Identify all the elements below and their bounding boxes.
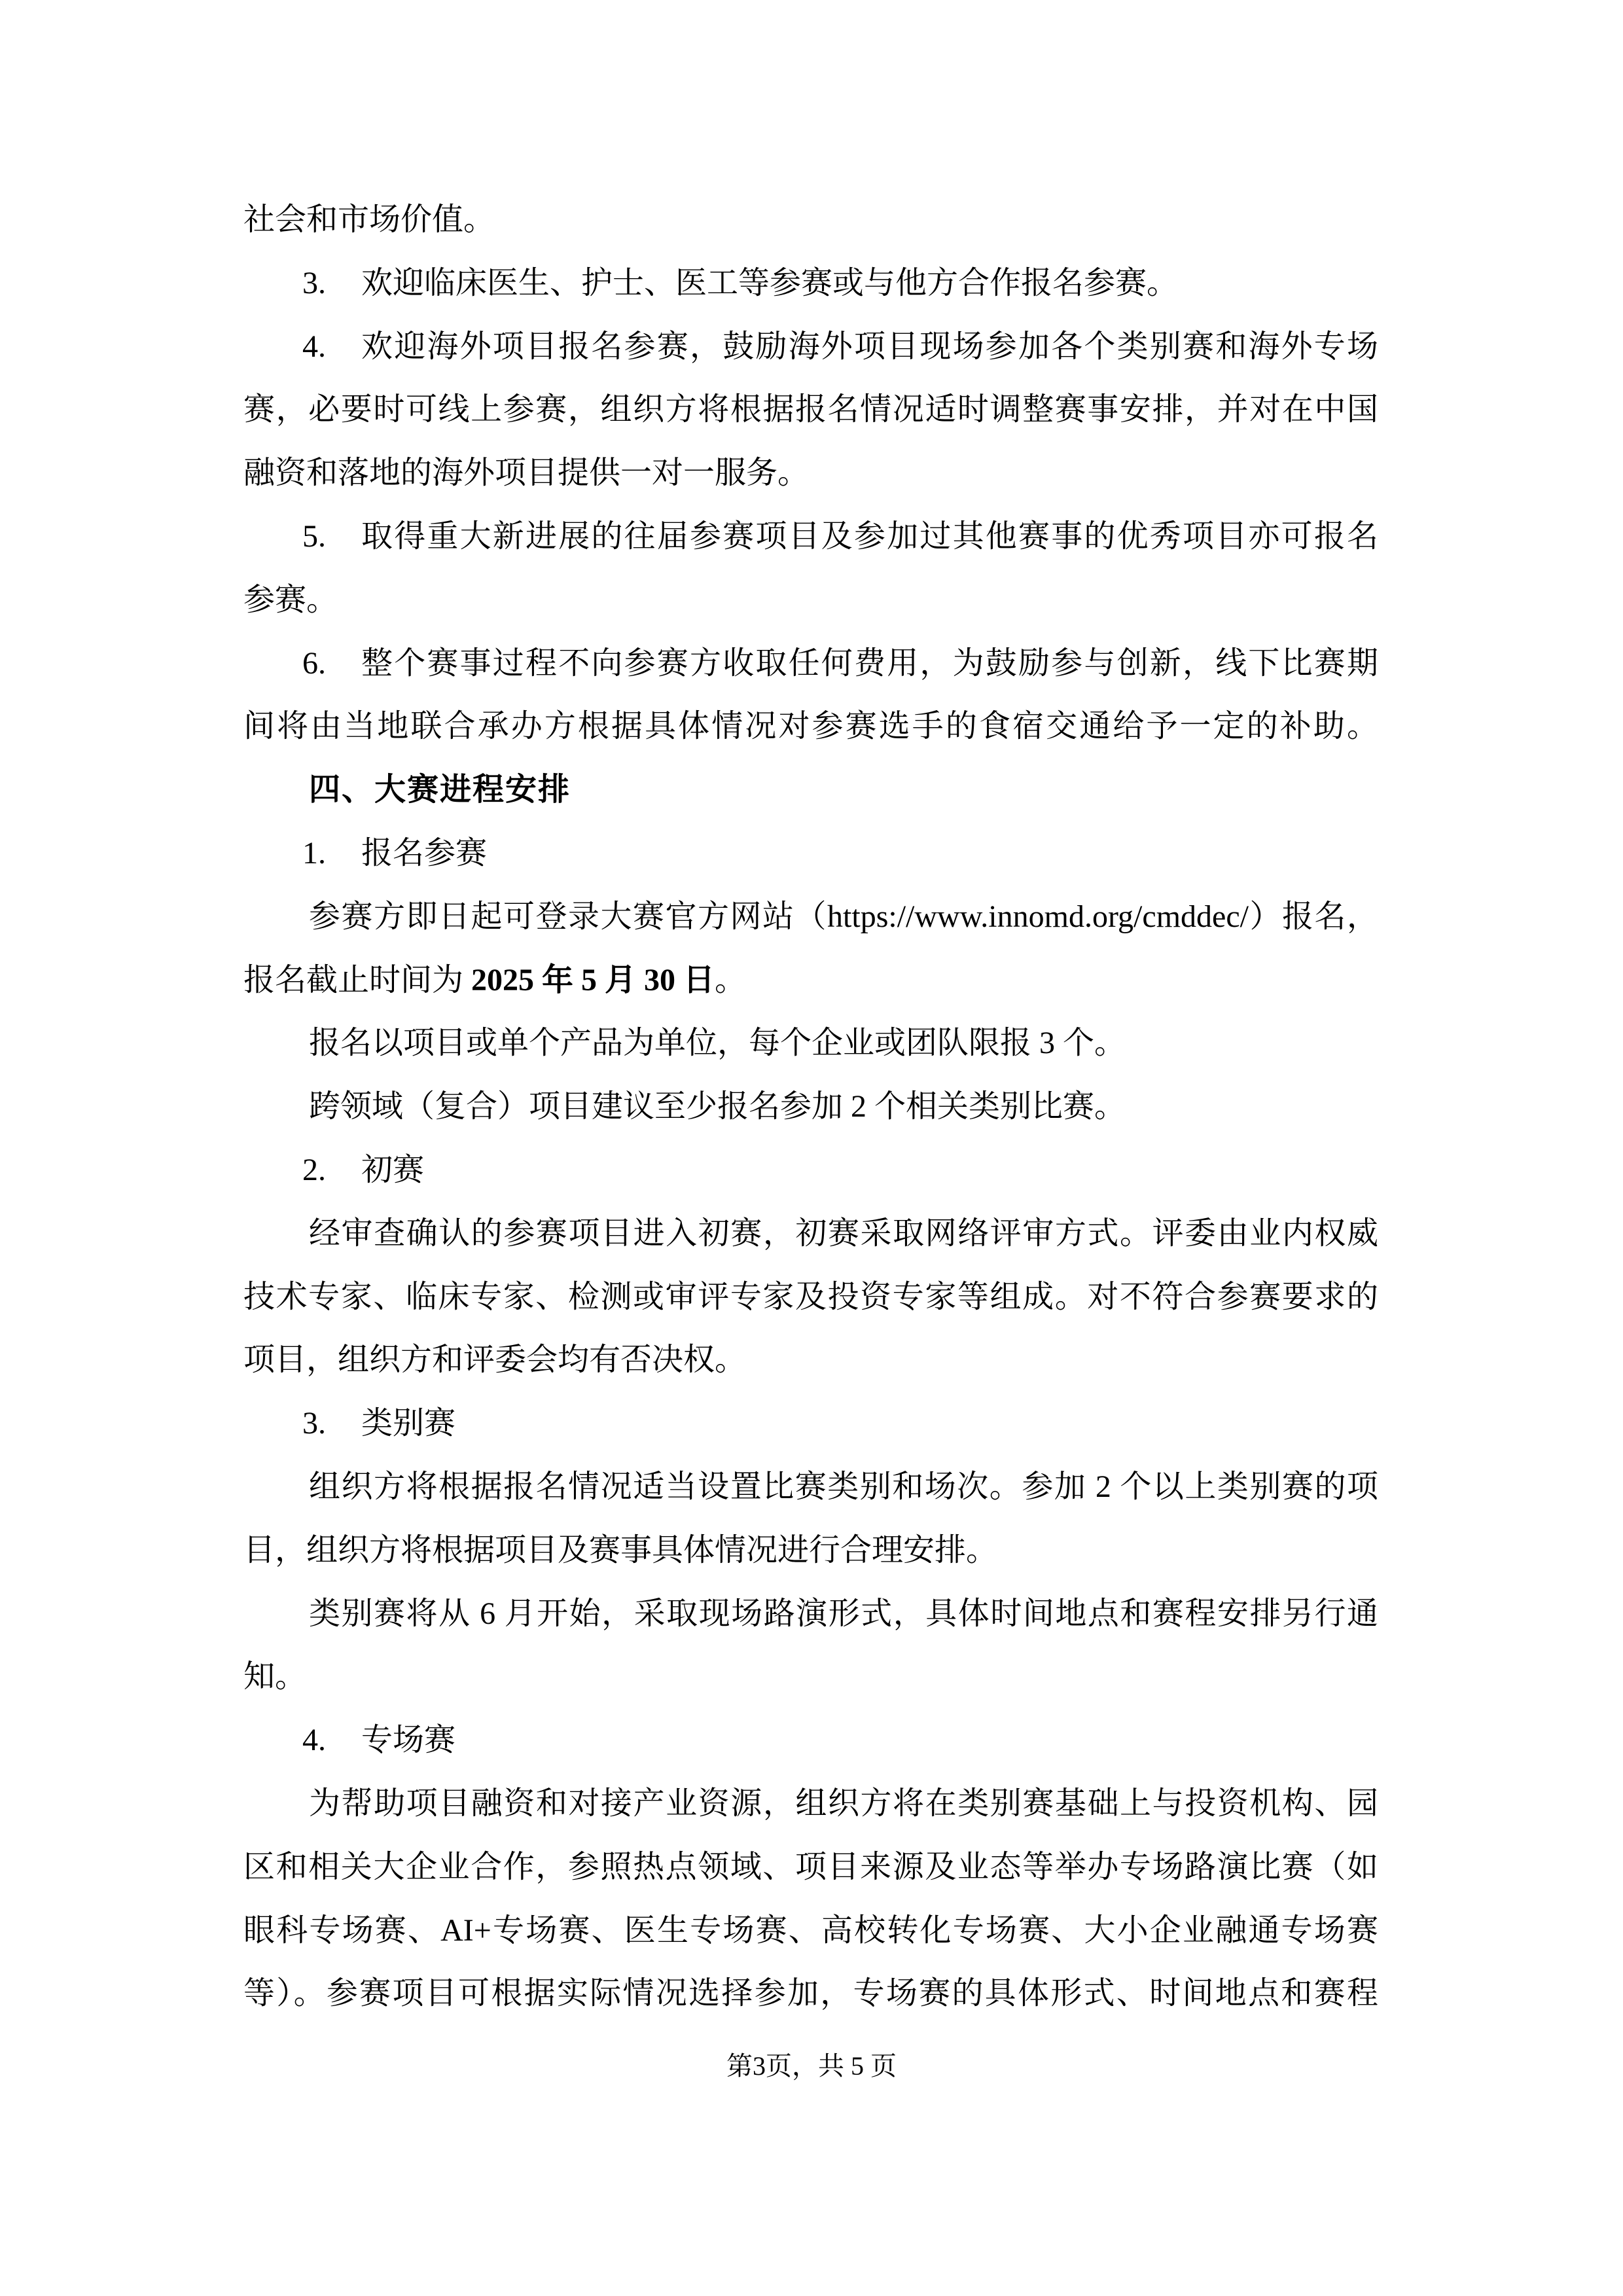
body-text: 。: [715, 962, 747, 997]
text-line: [243, 442, 1378, 505]
text-line: [243, 886, 1378, 949]
body-text: 初赛: [361, 1152, 425, 1187]
text-line: [243, 1329, 1378, 1392]
body-text: 报名截止时间为: [243, 962, 472, 997]
text-block: [243, 188, 1378, 2026]
section-heading: [243, 759, 1378, 822]
emphasized-text: 2025 年 5 月 30 日: [471, 962, 715, 997]
emphasized-text: 四、大赛进程安排: [309, 772, 571, 808]
list-number: 4.: [302, 1723, 326, 1758]
text-line: [243, 1456, 1378, 1519]
body-text: 区和相关大企业合作，参照热点领域、项目来源及业态等举办专场路演比赛（如: [243, 1849, 1378, 1884]
body-text: 间将由当地联合承办方根据具体情况对参赛选手的食宿交通给予一定的补助。: [243, 709, 1378, 744]
body-text: 目，组织方将根据项目及赛事具体情况进行合理安排。: [243, 1532, 998, 1568]
text-line: [243, 949, 1378, 1013]
body-text: 整个赛事过程不向参赛方收取任何费用，为鼓励参与创新，线下比赛期: [361, 645, 1378, 681]
body-text: 参赛。: [243, 582, 338, 617]
text-line: [243, 1012, 1378, 1075]
body-text: 组织方将根据报名情况适当设置比赛类别和场次。参加 2 个以上类别赛的项: [309, 1469, 1378, 1504]
text-line: [243, 1645, 1378, 1709]
list-number: 4.: [302, 329, 326, 364]
body-text: 融资和落地的海外项目提供一对一服务。: [243, 456, 810, 491]
text-line: [243, 1899, 1378, 1963]
body-text: 类别赛将从 6 月开始，采取现场路演形式，具体时间地点和赛程安排另行通: [309, 1596, 1378, 1631]
body-text: 专场赛: [361, 1723, 456, 1758]
text-line: [243, 315, 1378, 379]
body-text: 经审查确认的参赛项目进入初赛，初赛采取网络评审方式。评委由业内权威: [309, 1215, 1378, 1251]
text-line: [243, 1709, 1378, 1772]
text-line: [243, 252, 1378, 315]
text-line: [243, 378, 1378, 442]
text-line: [243, 632, 1378, 696]
text-line: [243, 1392, 1378, 1456]
text-line: [243, 1836, 1378, 1899]
body-text: 赛，必要时可线上参赛，组织方将根据报名情况适时调整赛事安排，并对在中国: [243, 392, 1378, 427]
text-line: [243, 1266, 1378, 1329]
list-number: 1.: [302, 835, 326, 870]
text-line: [243, 1075, 1378, 1139]
body-text: 取得重大新进展的往届参赛项目及参加过其他赛事的优秀项目亦可报名: [361, 518, 1378, 554]
body-text: 社会和市场价值。: [243, 202, 495, 237]
text-line: [243, 695, 1378, 759]
text-line: [243, 569, 1378, 632]
body-text: 项目，组织方和评委会均有否决权。: [243, 1342, 747, 1378]
body-text: 等）。参赛项目可根据实际情况选择参加，专场赛的具体形式、时间地点和赛程: [243, 1976, 1378, 2011]
body-text: 类别赛: [361, 1406, 456, 1441]
body-text: 欢迎临床医生、护士、医工等参赛或与他方合作报名参赛。: [361, 265, 1179, 300]
text-line: [243, 822, 1378, 886]
text-line: [243, 1519, 1378, 1583]
body-text: 参赛方即日起可登录大赛官方网站（https://www.innomd.org/cmddec/）报名，: [309, 899, 1378, 934]
body-text: 报名参赛: [361, 835, 488, 870]
text-line: [243, 1139, 1378, 1202]
list-number: 3.: [302, 1406, 326, 1441]
body-text: 技术专家、临床专家、检测或审评专家及投资专家等组成。对不符合参赛要求的: [243, 1279, 1378, 1314]
list-number: 5.: [302, 518, 326, 554]
list-number: 2.: [302, 1152, 326, 1187]
text-line: [243, 1202, 1378, 1266]
body-text: 报名以项目或单个产品为单位，每个企业或团队限报 3 个。: [309, 1026, 1126, 1061]
text-line: [243, 505, 1378, 569]
text-line: [243, 1962, 1378, 2026]
text-line: [243, 188, 1378, 252]
body-text: 为帮助项目融资和对接产业资源，组织方将在类别赛基础上与投资机构、园: [309, 1785, 1378, 1821]
text-line: [243, 1583, 1378, 1646]
page-number-footer: 第3页，共 5 页: [726, 2051, 897, 2081]
list-number: 3.: [302, 265, 326, 300]
list-number: 6.: [302, 645, 326, 681]
text-line: [243, 1772, 1378, 1836]
body-text: 跨领域（复合）项目建议至少报名参加 2 个相关类别比赛。: [309, 1089, 1126, 1124]
body-text: 眼科专场赛、AI+专场赛、医生专场赛、高校转化专场赛、大小企业融通专场赛: [243, 1912, 1378, 1948]
body-text: 知。: [243, 1659, 307, 1695]
body-text: 欢迎海外项目报名参赛，鼓励海外项目现场参加各个类别赛和海外专场: [361, 329, 1378, 364]
